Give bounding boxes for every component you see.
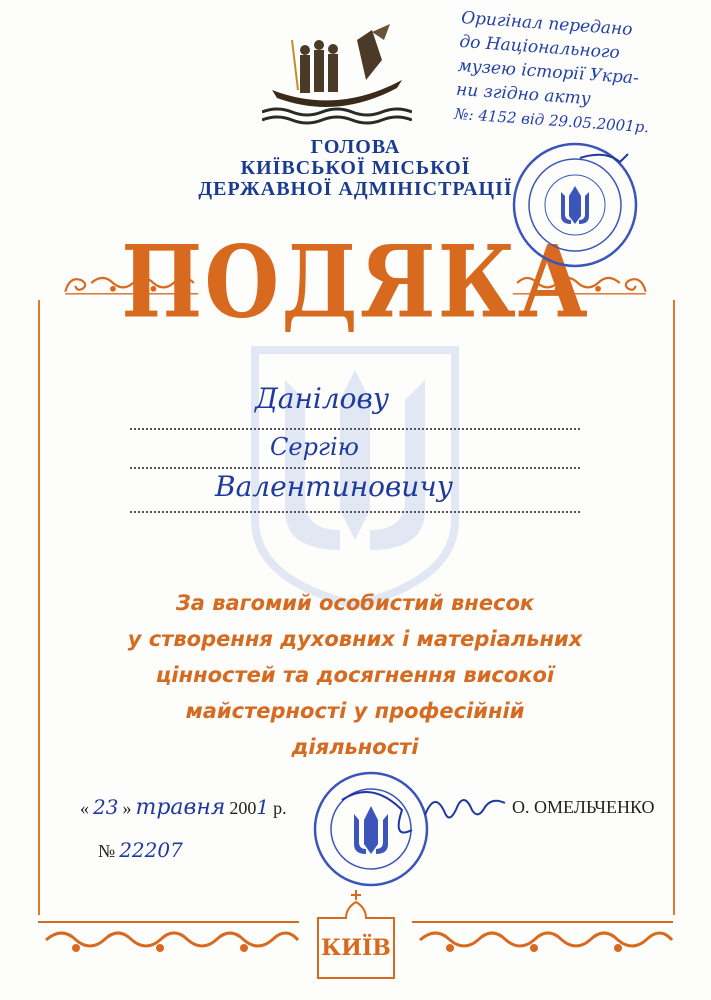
reason-text (60, 585, 650, 765)
date-line (80, 795, 287, 820)
archive-note-line: №: 4152 від 29.05.2001р. (453, 104, 650, 137)
signatory-name: О. ОМЕЛЬЧЕНКО (512, 797, 655, 817)
reason-line: у створення духовних і матеріальних (127, 627, 583, 651)
dotted-line-3 (130, 511, 580, 513)
dotted-line-1 (130, 428, 580, 430)
date-year-suffix: 1 (256, 795, 270, 819)
header-line-3: ДЕРЖАВНОЇ АДМІНІСТРАЦІЇ (198, 178, 513, 200)
ornament-bottom-left (36, 918, 301, 958)
signature (420, 785, 510, 830)
kyiv-founders-emblem (262, 20, 412, 130)
reason-line: майстерності у професійній (185, 699, 525, 723)
number-value: 22207 (119, 838, 183, 862)
date-open-quote: « (80, 798, 89, 818)
frame-left-border (38, 300, 40, 915)
date-year-prefix: 200 (229, 798, 257, 818)
archive-note-line: до Національного (458, 31, 621, 64)
document-number (98, 838, 183, 862)
frame-right-border (673, 300, 675, 915)
dotted-line-2 (130, 467, 580, 469)
recipient-patronymic: Валентиновичу (215, 470, 453, 503)
header-line-1: ГОЛОВА (310, 136, 401, 158)
reason-line: цінностей та досягнення високої (155, 663, 555, 687)
recipient-surname: Данілову (255, 382, 390, 415)
archive-note-line: музею історії Укра- (457, 55, 640, 89)
archive-note-line: ни згідно акту (455, 79, 592, 110)
museum-stamp (510, 140, 640, 270)
date-close-quote: » (122, 798, 132, 818)
archive-note (454, 6, 702, 142)
date-month: травня (135, 795, 226, 820)
number-label: № (98, 841, 116, 861)
official-stamp (312, 770, 430, 888)
kyiv-church-badge (310, 888, 402, 980)
ornament-bottom-right (410, 918, 675, 958)
certificate-title: ПОДЯКА (121, 224, 590, 341)
recipient-name: Сергію (270, 433, 359, 461)
reason-line: За вагомий особистий внесок (175, 591, 535, 615)
date-day: 23 (93, 795, 119, 819)
reason-line: діяльності (291, 735, 419, 759)
footer-city: КИЇВ (321, 935, 391, 961)
header-line-2: КИЇВСЬКОЇ МІСЬКОЇ (240, 157, 471, 179)
archive-note-line: Оригінал передано (460, 7, 634, 40)
date-year-unit: р. (273, 798, 287, 818)
